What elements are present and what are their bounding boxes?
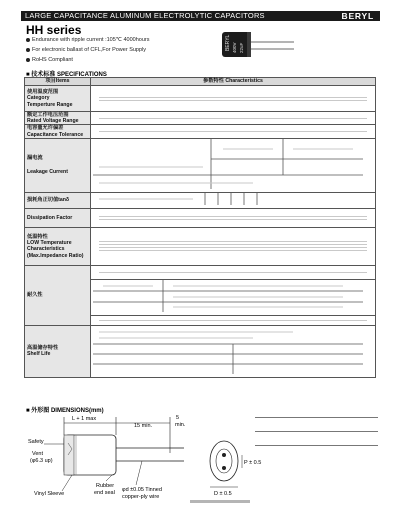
- feature-item: Endurance with ripple current :105℃ 4000hours: [26, 37, 149, 43]
- header-bar: [21, 11, 380, 21]
- row-value-capacitance-tolerance: [91, 125, 376, 138]
- capacitor-photo: [222, 29, 296, 65]
- vinyl-sleeve-label: Vinyl Sleeve: [34, 491, 65, 497]
- row-label-rated-voltage: 额定工作电压范围 Rated Voltage Range: [25, 112, 91, 125]
- wire-spec-label: φd ±0.05 Tinned: [122, 487, 162, 493]
- row-label-shelf-life: 高温储存特性 Shelf Life: [25, 325, 91, 377]
- row-value-leakage-current: [91, 138, 376, 192]
- svg-text:BERYL: BERYL: [225, 34, 231, 51]
- bullet-icon: [26, 38, 30, 42]
- leakage-subtable: [93, 139, 363, 189]
- svg-text:400V: 400V: [232, 42, 237, 53]
- end-view-body: [210, 441, 238, 481]
- column-header-items: 项目Items: [25, 78, 91, 86]
- vent-label: Vent: [32, 451, 44, 457]
- dimension-drawing: [24, 413, 276, 508]
- specifications-heading: ■ 技术标准 SPECIFICATIONS: [26, 72, 107, 78]
- row-label-low-temperature: 低温特性 LOW Temperature Characteristics (Max.Impedance Ratio): [25, 227, 91, 265]
- min-label: min.: [175, 422, 186, 428]
- five-label: 5: [176, 415, 180, 421]
- svg-text:22uF: 22uF: [239, 42, 244, 53]
- row-value-endurance: [91, 279, 376, 315]
- pitch-label: P ± 0.5: [244, 460, 262, 466]
- row-value-tan-delta: [91, 192, 376, 208]
- rubber-label: Rubber: [96, 483, 115, 489]
- row-label-tan-delta: 损耗角正切值tanδ: [25, 192, 91, 208]
- end-seal-label: end seal: [94, 490, 115, 496]
- series-title: HH series: [26, 23, 82, 37]
- row-value-low-temperature: [91, 227, 376, 265]
- footer-mark: [190, 500, 250, 503]
- row-value-category: [91, 86, 376, 112]
- row-label-category: 使用温度范围 Category Temperture Range: [25, 86, 91, 112]
- row-label-dissipation-factor: Dissipation Factor: [25, 208, 91, 227]
- lead-hole: [222, 453, 226, 457]
- row-label-capacitance-tolerance: 电容量允许偏差 Capacitance Tolerance: [25, 125, 91, 138]
- specifications-table: [24, 77, 376, 378]
- row-value-rated-voltage: [91, 112, 376, 125]
- row-value-shelf-life: [91, 325, 376, 377]
- length-label: L + 1 max: [72, 416, 97, 422]
- feature-item: For electronic ballast of CFL,For Power Supply: [26, 47, 146, 53]
- lead-hole: [222, 466, 226, 470]
- lead-length-label: 15 min.: [134, 423, 153, 429]
- brand-logo: BERYL: [341, 11, 374, 21]
- row-label-leakage-current: 漏电流 Leakage Current: [25, 138, 91, 192]
- column-header-characteristics: 参数特性 Characteristics: [91, 78, 376, 86]
- diameter-label: D ± 0.5: [214, 491, 232, 497]
- bullet-icon: [26, 58, 30, 62]
- feature-item: RoHS Compliant: [26, 57, 73, 63]
- vent-note: (φ6.3 up): [30, 458, 53, 464]
- header-title: LARGE CAPACITANCE ALUMINUM ELECTROLYTIC CAPACITORS: [25, 11, 265, 20]
- dimensions-table: [255, 404, 378, 446]
- safety-label: Safety: [28, 439, 44, 445]
- row-value-dissipation-factor: [91, 208, 376, 227]
- bullet-icon: [26, 48, 30, 52]
- dimensions-heading: ■ 外形图 DIMENSIONS(mm): [26, 408, 104, 414]
- wire-material-label: copper-ply wire: [122, 494, 160, 500]
- row-label-durability-zh: 耐久性: [25, 265, 91, 325]
